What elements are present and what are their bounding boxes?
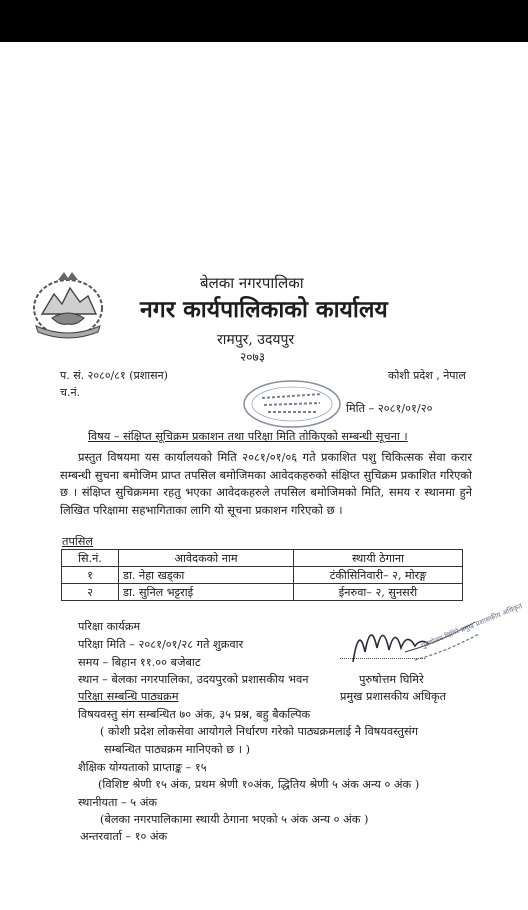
office-title: नगर कार्यपालिकाको कार्यालय [140,296,388,323]
signature-stamp: पुरुषोत्तम घिमिरे प्रमुख प्रशासकीय अधिकृत [420,602,524,650]
notice-date: मिति – २०८१/०१/२० [346,402,433,415]
details-caption: तपसिल [62,535,94,548]
office-address: रामपुर, उदयपुर [217,332,295,348]
signatory-designation: प्रमुख प्रशासकीय अधिकृत [340,690,447,703]
cell-address: ईनरुवा– २, सुनसरी [294,584,463,601]
header-applicant-name: आवेदकको नाम [119,550,294,567]
exam-venue: स्थान – बेलका नगरपालिका, उदयपुरको प्रशासकीय भवन [78,673,309,686]
office-stamp-icon [240,378,344,430]
table-row [62,584,463,601]
syllabus-line: विषयवस्तु संग सम्बन्धित ७० अंक, ३५ प्रश्न, बहु बैकल्पिक [78,708,311,721]
cell-serial: २ [62,584,119,601]
table-header-row [62,550,463,567]
table-row [62,567,463,584]
dispatch-number: च.नं. [60,386,81,399]
notice-paragraph: प्रस्तुत विषयमा यस कार्यालयको मिति २०८१/०१/०६ गते प्रकाशित पशु चिकित्सक सेवा करार सम्बन्धी सुचना बमोजिम प्राप्त तपसिल बमोजिमका आवेदकहरुको संक्षिप्त सुचिक्रम प्रकाशित गरिएको छ । संक्षिप्त सुचिक्रममा रहतु भएका आवेदकहरुले तपसिल बमोजिमको मिति, समय र स्थानमा हुने लिखित परिक्षामा सहभागिताका लागि यो सूचना प्रकाशन गरिएको छ । [60,450,472,517]
signature-icon [345,612,485,674]
syllabus-line: (विशिष्ट श्रेणी १५ अंक, प्रथम श्रेणी १०अंक, द्धितिय श्रेणी ५ अंक अन्य ० अंक ) [98,778,420,791]
cell-serial: १ [62,567,119,584]
syllabus-line: ( कोशी प्रदेश लोकसेवा आयोगले निर्धारण गरेको पाठ्यक्रमलाई नै विषयवस्तुसंग [100,725,418,738]
cell-name: डा. सुनिल भट्टराई [119,584,294,601]
header-serial: सि.नं. [62,550,119,567]
syllabus-line: (बेलका नगरपालिकामा स्थायी ठेगाना भएको ५ अंक अन्य ० अंक ) [100,813,369,826]
exam-date: परिक्षा मिति – २०८१/०१/२८ गते शुक्रवार [78,638,244,651]
syllabus-line: स्थानीयता – ५ अंक [78,796,158,809]
schedule-title: परिक्षा कार्यक्रम [78,620,141,633]
subject-line: विषय – संक्षिप्त सूचिक्रम प्रकाशन तथा परिक्षा मिति तोकिएको सम्बन्धी सूचना । [88,430,408,443]
cell-address: टंकीसिनिवारी– २, मोरङ्ग [294,567,463,584]
municipality-name: बेलका नगरपालिका [200,274,304,292]
government-emblem-icon [28,268,108,340]
top-black-bar [0,0,528,42]
syllabus-line: सम्बन्धित पाठ्यक्रम मानिएको छ । ) [104,743,251,756]
applicants-table [61,549,463,601]
syllabus-line: शैक्षिक योग्यताको प्राप्ताङ्क – १५ [78,761,207,774]
province-label: कोशी प्रदेश , नेपाल [388,369,466,382]
establishment-year: २०७३ [240,350,265,364]
cell-name: डा. नेहा खड्का [119,567,294,584]
syllabus-title: परिक्षा सम्बन्धि पाठ्यक्रम [78,690,179,703]
signatory-name: पुरुषोत्तम घिमिरे [359,673,424,686]
syllabus-line: अन्तरवार्ता – १० अंक [80,830,168,843]
exam-time: समय – बिहान ११.०० बजेबाट [78,656,201,669]
signature-line [340,658,425,659]
header-permanent-address: स्थायी ठेगाना [294,550,463,567]
reference-number: प. सं. २०८०/८१ (प्रशासन) [60,369,168,382]
